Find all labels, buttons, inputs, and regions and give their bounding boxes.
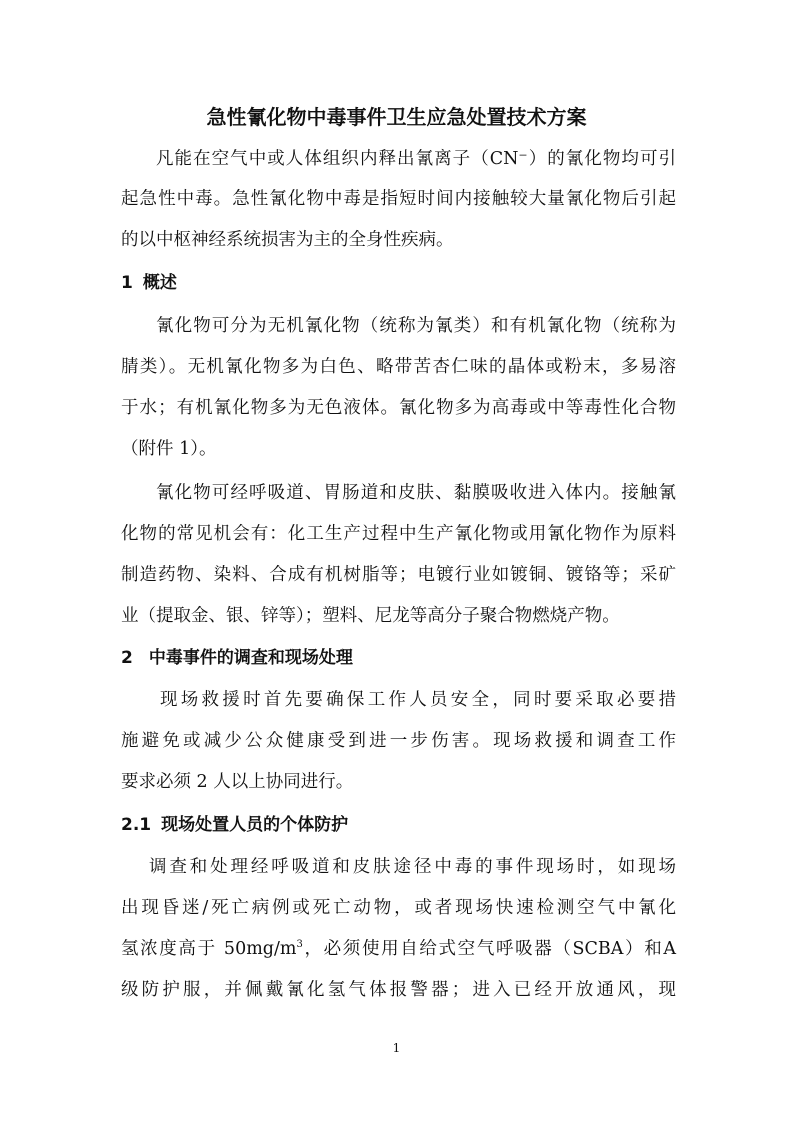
section-heading-1 [121, 271, 177, 295]
page-number: 1 [392, 1041, 401, 1055]
section-number: 2 [121, 648, 133, 668]
paragraph-line: 制造药物、染料、合成有机树脂等；电镀行业如镀铜、镀铬等；采矿 [121, 565, 676, 585]
superscript: 3 [296, 939, 303, 951]
text-segment: ，必须使用自给式空气呼吸器（SCBA）和A [302, 939, 677, 959]
paragraph-line: 氰化物可经呼吸道、胃肠道和皮肤、黏膜吸收进入体内。接触氰 [156, 483, 676, 503]
section-heading-2-1 [121, 813, 348, 837]
paragraph-line: 化物的常见机会有：化工生产过程中生产氰化物或用氰化物作为原料 [121, 524, 676, 544]
intro-line: 凡能在空气中或人体组织内释出氰离子（CN⁻）的氰化物均可引 [156, 149, 676, 169]
paragraph-line: 要求必须 2 人以上协同进行。 [121, 772, 354, 792]
paragraph-line: 腈类）。无机氰化物多为白色、略带苦杏仁味的晶体或粉末，多易溶 [121, 357, 676, 377]
paragraph-line: 施避免或减少公众健康受到进一步伤害。现场救援和调查工作 [121, 731, 676, 751]
paragraph-line: 级防护服，并佩戴氰化氢气体报警器；进入已经开放通风，现 [121, 980, 676, 1000]
paragraph-line: 出现昏迷/死亡病例或死亡动物，或者现场快速检测空气中氰化 [121, 898, 676, 918]
section-title: 现场处置人员的个体防护 [161, 815, 349, 835]
section-title: 中毒事件的调查和现场处理 [148, 648, 353, 668]
section-number: 1 [121, 273, 133, 293]
section-heading-2 [121, 646, 353, 670]
section-number: 2.1 [121, 815, 152, 835]
paragraph-line: 于水；有机氰化物多为无色液体。氰化物多为高毒或中等毒性化合物 [121, 398, 676, 418]
paragraph-line-with-unit [121, 937, 676, 961]
intro-line: 起急性中毒。急性氰化物中毒是指短时间内接触较大量氰化物后引起 [121, 189, 676, 209]
paragraph-line: 业（提取金、银、锌等）；塑料、尼龙等高分子聚合物燃烧产物。 [121, 606, 620, 626]
paragraph-line: （附件 1）。 [121, 439, 217, 459]
page-title: 急性氰化物中毒事件卫生应急处置技术方案 [206, 105, 587, 129]
intro-line: 的以中枢神经系统损害为主的全身性疾病。 [121, 230, 454, 250]
paragraph-line: 调查和处理经呼吸道和皮肤途径中毒的事件现场时，如现场 [149, 857, 676, 877]
paragraph-line: 氰化物可分为无机氰化物（统称为氰类）和有机氰化物（统称为 [156, 316, 676, 336]
text-segment: 氢浓度高于 50mg/m [121, 939, 297, 959]
paragraph-line: 现场救援时首先要确保工作人员安全，同时要采取必要措 [160, 690, 676, 710]
section-title: 概述 [142, 273, 177, 293]
